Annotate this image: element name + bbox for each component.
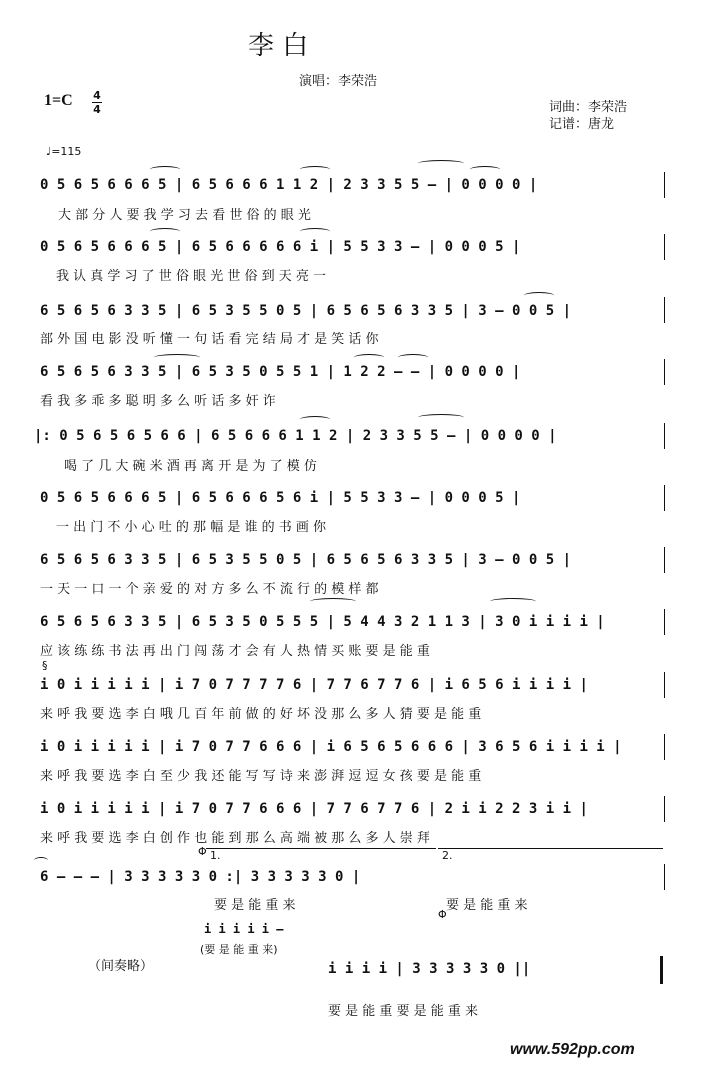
barline	[664, 734, 665, 760]
coda-sign: Φ	[198, 845, 207, 858]
barline	[664, 359, 665, 385]
barline	[664, 672, 665, 698]
score-row-2-lyrics: 我 认 真 学 习 了 世 俗 眼 光 世 俗 到 天 亮 一	[56, 269, 326, 284]
tie	[354, 354, 384, 361]
score-row-11-notes: i 0 i i i i i | i 7 0 7 7 6 6 6 | 7 7 6 7 7 6 | 2 i i 2 2 3 i i |	[40, 801, 588, 817]
song-title: 李 白	[248, 31, 309, 61]
score-row-6-notes: 0 5 6 5 6 6 6 5 | 6 5 6 6 6 5 6 i | 5 5 3 3 – | 0 0 0 5 |	[40, 490, 521, 506]
interlude-note: （间奏略）	[88, 959, 154, 974]
score-row-5-lyrics: 喝 了 几 大 碗 米 酒 再 离 开 是 为 了 模 仿	[64, 459, 317, 474]
barline	[664, 423, 665, 449]
time-top: 4	[93, 89, 101, 102]
tie	[418, 160, 464, 167]
score-row-9-lyrics: 来 呼 我 要 选 李 白 哦 几 百 年 前 做 的 好 坏 没 那 么 多 人 猜 要 是 能 重	[40, 707, 482, 722]
volta-1-label: 1.	[210, 849, 221, 862]
score-row-6-lyrics: 一 出 门 不 小 心 吐 的 那 幅 是 谁 的 书 画 你	[56, 520, 326, 535]
tie	[300, 166, 330, 173]
score-row-3-lyrics: 部 外 国 电 影 没 听 懂 一 句 话 看 完 结 局 才 是 笑 话 你	[40, 332, 379, 347]
ending-row-2-lyrics: 要 是 能 重 要 是 能 重 来	[328, 1004, 479, 1019]
volta-1-bracket	[206, 848, 436, 849]
score-row-7-notes: 6 5 6 5 6 3 3 5 | 6 5 3 5 5 0 5 | 6 5 6 5 6 3 3 5 | 3 – 0 0 5 |	[40, 552, 572, 568]
score-row-5-notes: |: 0 5 6 5 6 5 6 6 | 6 5 6 6 6 1 1 2 | 2 3 3 5 5 – | 0 0 0 0 |	[34, 428, 557, 444]
tie	[300, 228, 330, 235]
tie	[150, 166, 180, 173]
lyricist: 词曲：李荣浩	[549, 100, 628, 115]
tie	[418, 414, 464, 421]
barline	[664, 547, 665, 573]
score-row-10-lyrics: 来 呼 我 要 选 李 白 至 少 我 还 能 写 写 诗 来 澎 湃 逗 逗 女 孩 要 是 能 重	[40, 769, 482, 784]
ending-lyrics-second: 要 是 能 重 来	[446, 898, 528, 913]
final-barline	[660, 956, 663, 984]
ending-lyrics-first: 要 是 能 重 来	[214, 898, 296, 913]
segno-sign: §	[42, 659, 48, 672]
score-row-3-notes: 6 5 6 5 6 3 3 5 | 6 5 3 5 5 0 5 | 6 5 6 5 6 3 3 5 | 3 – 0 0 5 |	[40, 303, 572, 319]
barline	[664, 234, 665, 260]
sub-notes: i i i i i –	[204, 922, 284, 936]
barline	[664, 609, 665, 635]
watermark: www.592pp.com	[510, 1041, 635, 1058]
score-row-8-lyrics: 应 该 练 练 书 法 再 出 门 闯 荡 才 会 有 人 热 情 买 账 要 是 能 重	[40, 644, 430, 659]
coda-sign-2: Φ	[438, 908, 447, 921]
tie	[470, 166, 500, 173]
tie	[300, 416, 330, 423]
score-row-4-lyrics: 看 我 多 乖 多 聪 明 多 么 听 话 多 奸 诈	[40, 394, 276, 409]
tie	[310, 598, 356, 605]
barline	[664, 796, 665, 822]
tie	[154, 354, 200, 361]
singer: 演唱：李荣浩	[299, 74, 378, 89]
tie	[524, 292, 554, 299]
barline	[664, 864, 665, 890]
ending-row-1-notes: 6 – – – | 3 3 3 3 3 0 :| 3 3 3 3 3 0 |	[40, 869, 361, 885]
sub-lyrics: (要 是 能 重 来)	[200, 943, 278, 956]
tie	[34, 857, 48, 864]
time-signature	[92, 90, 102, 115]
barline	[664, 485, 665, 511]
time-bottom: 4	[93, 103, 101, 116]
volta-2-bracket	[438, 848, 663, 849]
score-row-2-notes: 0 5 6 5 6 6 6 5 | 6 5 6 6 6 6 6 i | 5 5 3 3 – | 0 0 0 5 |	[40, 239, 521, 255]
score-row-4-notes: 6 5 6 5 6 3 3 5 | 6 5 3 5 0 5 5 1 | 1 2 2 – – | 0 0 0 0 |	[40, 364, 521, 380]
score-row-7-lyrics: 一 天 一 口 一 个 亲 爱 的 对 方 多 么 不 流 行 的 模 样 都	[40, 582, 379, 597]
volta-2-label: 2.	[442, 849, 453, 862]
tie	[490, 598, 536, 605]
tie	[150, 228, 180, 235]
ending-row-2-notes: i i i i | 3 3 3 3 3 0 ||	[328, 961, 531, 977]
key-signature: 1=C	[44, 92, 73, 109]
score-row-11-lyrics: 来 呼 我 要 选 李 白 创 作 也 能 到 那 么 高 端 被 那 么 多 人 崇 拜	[40, 831, 430, 846]
barline	[664, 172, 665, 198]
tie	[398, 354, 428, 361]
score-row-9-notes: i 0 i i i i i | i 7 0 7 7 7 7 6 | 7 7 6 7 7 6 | i 6 5 6 i i i i |	[40, 677, 588, 693]
score-row-10-notes: i 0 i i i i i | i 7 0 7 7 6 6 6 | i 6 5 6 5 6 6 6 | 3 6 5 6 i i i i |	[40, 739, 622, 755]
score-row-1-notes: 0 5 6 5 6 6 6 5 | 6 5 6 6 6 1 1 2 | 2 3 3 5 5 – | 0 0 0 0 |	[40, 177, 538, 193]
barline	[664, 297, 665, 323]
tempo-marking: ♩=115	[46, 145, 82, 158]
score-row-8-notes: 6 5 6 5 6 3 3 5 | 6 5 3 5 0 5 5 5 | 5 4 4 3 2 1 1 3 | 3 0 i i i i |	[40, 614, 605, 630]
transcriber: 记谱：唐龙	[549, 117, 615, 132]
score-row-1-lyrics: 大 部 分 人 要 我 学 习 去 看 世 俗 的 眼 光	[58, 208, 311, 223]
